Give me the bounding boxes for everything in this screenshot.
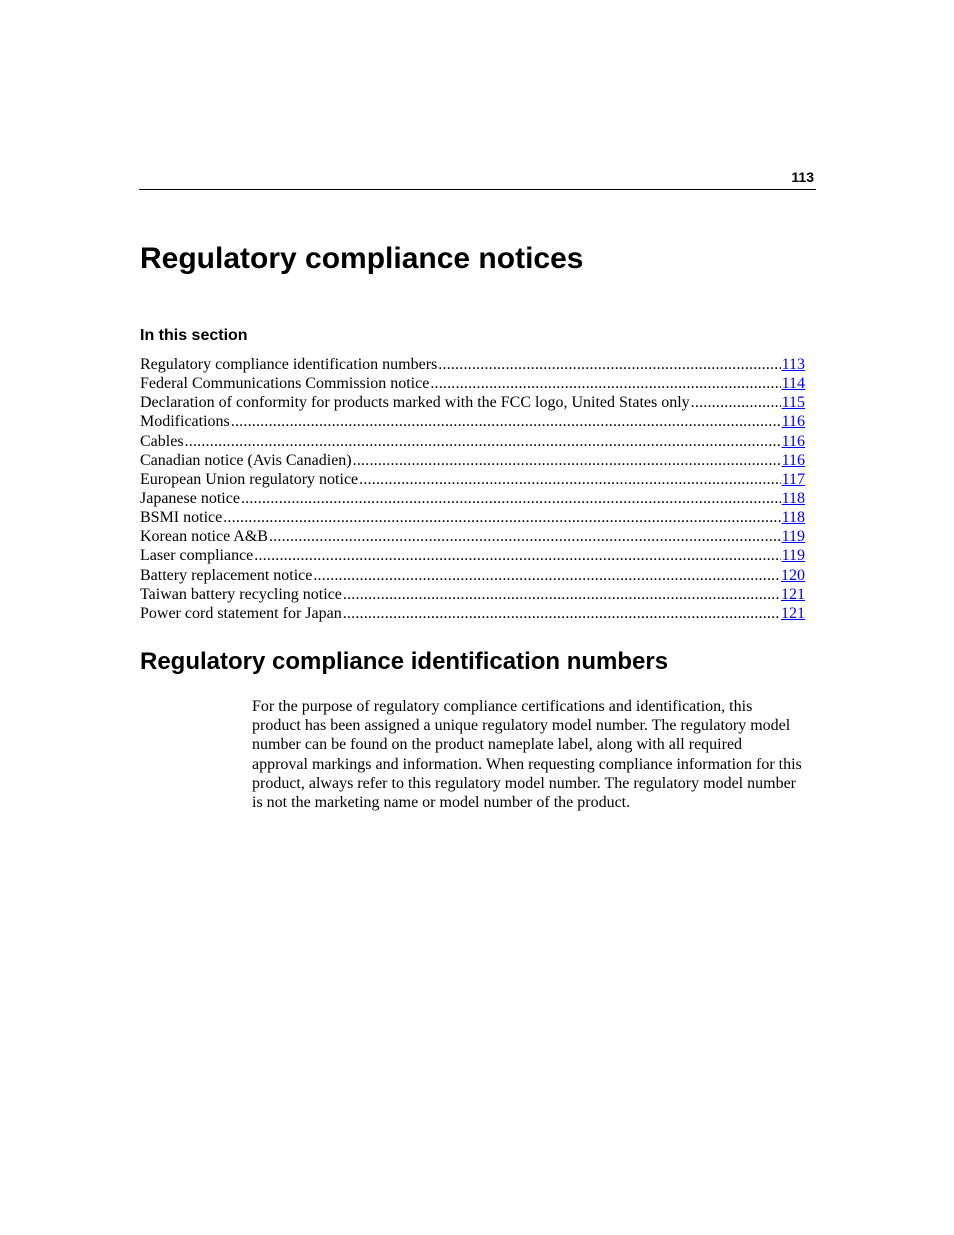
toc-entry xyxy=(140,393,805,412)
toc-dot-leader xyxy=(269,527,781,546)
toc-entry xyxy=(140,566,805,585)
toc-section-label: In this section xyxy=(140,327,248,344)
toc-entry xyxy=(140,508,805,527)
toc-dot-leader xyxy=(343,585,780,604)
toc-dot-leader xyxy=(343,604,780,623)
toc-page-link[interactable]: 121 xyxy=(781,585,805,603)
toc-page-link[interactable]: 119 xyxy=(781,528,805,546)
toc-page-link[interactable]: 117 xyxy=(781,470,805,488)
toc-entry xyxy=(140,470,805,489)
toc-entry-title: Power cord statement for Japan xyxy=(140,604,342,622)
toc-page-link[interactable]: 114 xyxy=(781,375,805,393)
toc-dot-leader xyxy=(223,508,780,527)
toc-dot-leader xyxy=(231,412,781,431)
section-title: Regulatory compliance identification numbers xyxy=(140,648,669,675)
toc-page-link[interactable]: 118 xyxy=(781,509,805,527)
toc-entry-title: Regulatory compliance identification numbers xyxy=(140,356,438,373)
toc-page-link[interactable]: 115 xyxy=(781,394,805,412)
toc-page-link[interactable]: 113 xyxy=(781,356,805,373)
toc-entry xyxy=(140,604,805,623)
toc-entry xyxy=(140,412,805,431)
table-of-contents xyxy=(140,355,805,623)
toc-entry-title: Federal Communications Commission notice xyxy=(140,375,430,393)
toc-dot-leader xyxy=(359,470,780,489)
toc-entry-title: Taiwan battery recycling notice xyxy=(140,585,342,603)
toc-dot-leader xyxy=(241,489,781,508)
toc-entry-title: Modifications xyxy=(140,413,230,431)
toc-page-link[interactable]: 121 xyxy=(781,604,805,622)
body-paragraph: For the purpose of regulatory compliance certifications and identification, this product has been assigned a unique regulatory model number. The regulatory model number can be found on the product nameplate label, along with all required approval markings and information. When requesting compliance information for this product, always refer to this regulatory model number. The regulatory model number is not the marketing name or model number of the product. xyxy=(252,698,802,812)
toc-entry xyxy=(140,527,805,546)
chapter-title: Regulatory compliance notices xyxy=(140,242,584,275)
toc-page-link[interactable]: 116 xyxy=(781,451,805,469)
toc-dot-leader xyxy=(438,355,780,374)
toc-entry xyxy=(140,432,805,451)
toc-entry-title: Canadian notice (Avis Canadien) xyxy=(140,451,352,469)
page-number: 113 xyxy=(791,169,814,185)
toc-entry-title: Laser compliance xyxy=(140,547,254,565)
toc-dot-leader xyxy=(313,566,780,585)
toc-dot-leader xyxy=(254,546,780,565)
toc-entry-title: Japanese notice xyxy=(140,489,240,507)
toc-entry-title: Battery replacement notice xyxy=(140,566,313,584)
toc-entry-title: Declaration of conformity for products marked with the FCC logo, United States only xyxy=(140,394,690,412)
toc-entry-title: Korean notice A&B xyxy=(140,528,268,546)
toc-dot-leader xyxy=(430,374,780,393)
toc-dot-leader xyxy=(691,393,781,412)
toc-page-link[interactable]: 119 xyxy=(781,547,805,565)
toc-page-link[interactable]: 120 xyxy=(781,566,805,584)
toc-entry xyxy=(140,489,805,508)
toc-dot-leader xyxy=(353,451,781,470)
toc-entry xyxy=(140,451,805,470)
toc-dot-leader xyxy=(185,432,781,451)
header-rule xyxy=(139,189,816,190)
toc-entry-title: Cables xyxy=(140,432,184,450)
toc-page-link[interactable]: 116 xyxy=(781,413,805,431)
toc-page-link[interactable]: 118 xyxy=(781,489,805,507)
toc-entry-title: European Union regulatory notice xyxy=(140,470,359,488)
toc-entry-title: BSMI notice xyxy=(140,509,223,527)
toc-entry xyxy=(140,355,805,374)
toc-entry xyxy=(140,546,805,565)
toc-page-link[interactable]: 116 xyxy=(781,432,805,450)
toc-entry xyxy=(140,585,805,604)
toc-entry xyxy=(140,374,805,393)
